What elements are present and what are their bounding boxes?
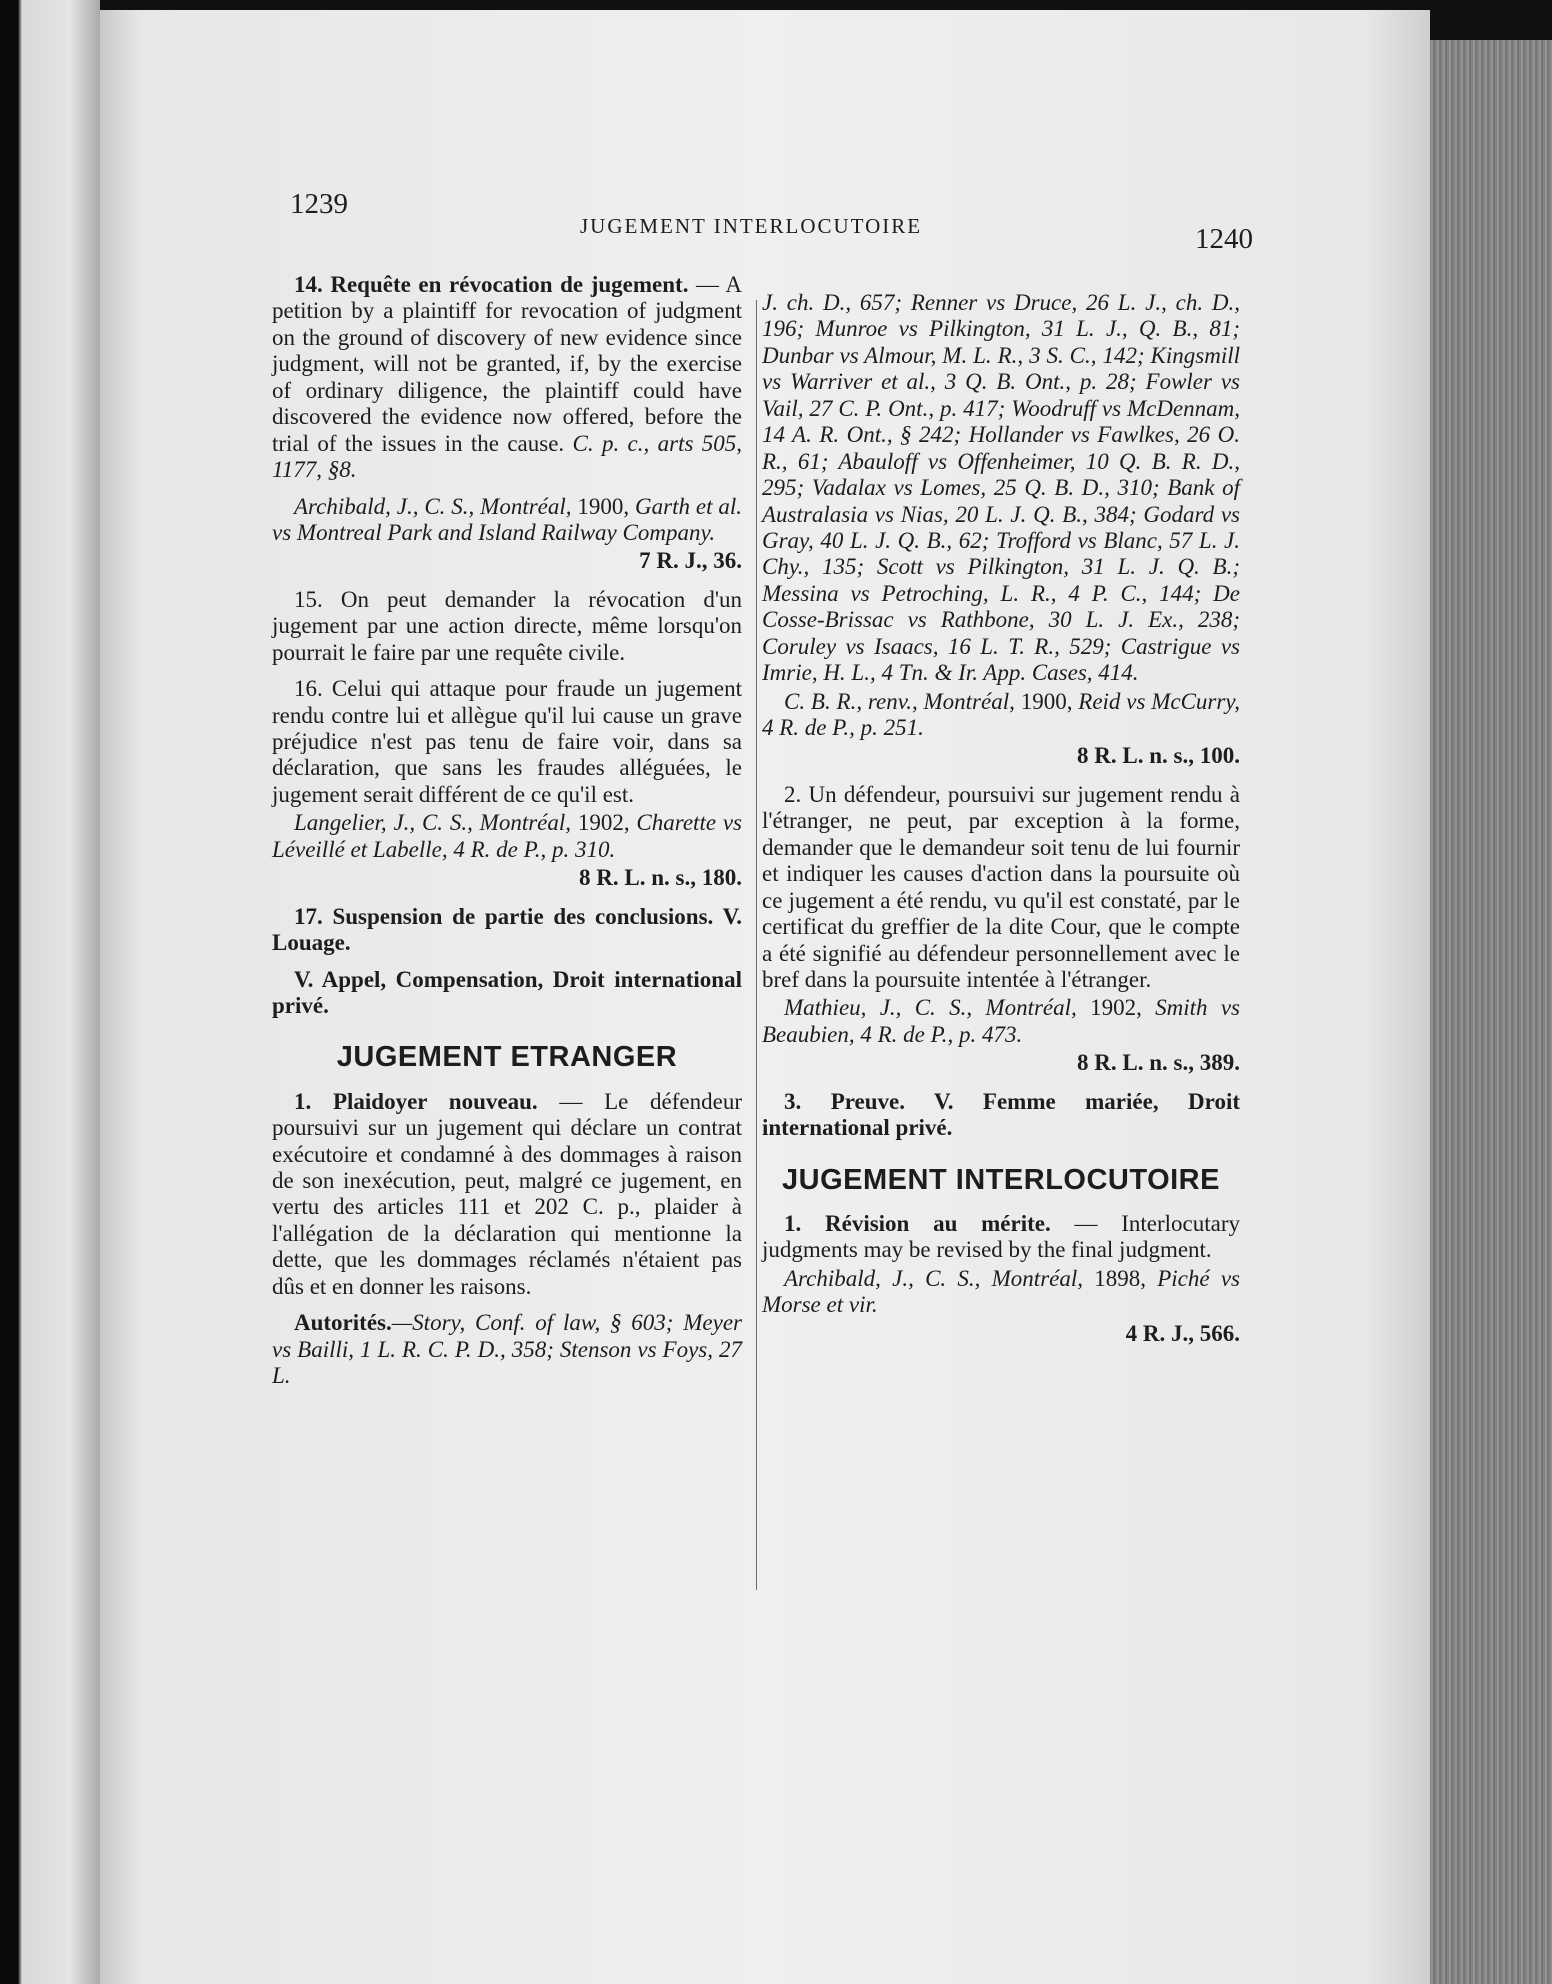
page-number-left: 1239 [290, 188, 348, 220]
paragraph-16: 16. Celui qui attaque pour fraude un jugement rendu contre lui et allègue qu'il lui cause un grave préjudice n'est pas tenu de faire voir, dans sa déclaration, que sans les fraudes alléguées, le jugement serait différent de ce qu'il est. [272, 676, 742, 807]
paragraph-14-reference [272, 494, 742, 547]
jugement-etranger-2-citation: 8 R. L. n. s., 389. [1077, 1050, 1240, 1076]
autorites-label: Autorités. [294, 1310, 392, 1336]
autorites-continuation: J. ch. D., 657; Renner vs Druce, 26 L. J., ch. D., 196; Munroe vs Pilkington, 31 L. J., Q. B., 81; Dunbar vs Almour, M. L. R., 3 S. C., 142; Kingsmill vs Warriver et al., 3 Q. B. Ont., p. 28; Fowler vs Vail, 27 C. P. Ont., p. 417; Woodruff vs McDennam, 14 A. R. Ont., § 242; Hollander vs Fawlkes, 26 O. R., 61; Abauloff vs Offenheimer, 10 Q. B. R. D., 295; Vadalax vs Lomes, 25 Q. B. D., 310; Bank of Australasia vs Nias, 20 L. J. Q. B., 384; Godard vs Gray, 40 L. J. Q. B., 62; Trofford vs Blanc, 57 L. J. Chy., 135; Scott vs Pilkington, 31 L. J. Q. B.; Messina vs Petroching, L. R., 4 P. C., 144; De Cosse-Brissac vs Rathbone, 30 L. J. Ex., 238; Coruley vs Isaacs, 16 L. T. R., 529; Castrigue vs Imrie, H. L., 4 Tn. & Ir. App. Cases, 414. [762, 290, 1240, 686]
paragraph-14 [272, 272, 742, 484]
paragraph-16-citation: 8 R. L. n. s., 180. [579, 865, 742, 891]
right-column [762, 290, 1240, 1359]
jugement-etranger-1 [272, 1089, 742, 1301]
running-title: JUGEMENT INTERLOCUTOIRE [580, 214, 923, 238]
reference-year: 1898, [1083, 1265, 1158, 1291]
autorites [272, 1310, 742, 1389]
paragraph-15: 15. On peut demander la révocation d'un jugement par une action directe, même lorsqu'on pourrait le faire par une requête civile. [272, 586, 742, 665]
jugement-interlocutoire-1-citation: 4 R. J., 566. [1125, 1320, 1240, 1346]
adjacent-page-edge [0, 0, 100, 1984]
paragraph-14-text: — A petition by a plaintiff for revocation of judgment on the ground of discovery of new evidence since judgment, will not be granted, if, by the exercise of ordinary diligence, the plaintiff could have discovered the evidence now offered, before the trial of the issues in the cause. [272, 272, 743, 456]
jugement-etranger-1-text: — Le défendeur poursuivi sur un jugement qui déclare un contrat exécutoire et condamné à des dommages à raison de son inexécution, peut, malgré ce jugement, en vertu des articles 111 et 202 C. p., plaider à l'allégation de la déclaration qui mentionne la dette, que les dommages réclamés n'étaient pas dûs et en donner les raisons. [272, 1088, 742, 1299]
reference-court: Langelier, J., C. S., Montréal, [294, 810, 572, 836]
reference-case: Smith vs Beaubien, 4 R. de P., p. 473. [762, 995, 1241, 1047]
section-title-jugement-etranger: JUGEMENT ETRANGER [336, 1041, 678, 1074]
paragraph-14-code: C. p. c., arts 505, 1177, §8. [272, 430, 743, 483]
reference-case: Piché vs Morse et vir. [762, 1265, 1240, 1318]
reference-year: 1902, [571, 810, 637, 836]
paragraph-14-citation: 7 R. J., 36. [639, 548, 742, 574]
reference-case: Charette vs Léveillé et Labelle, 4 R. de P., p. 310. [272, 810, 743, 862]
left-column [272, 272, 742, 1400]
reference-court: Archibald, J., C. S., Montréal, [784, 1265, 1083, 1291]
page-number-right: 1240 [1195, 223, 1253, 255]
autorites-text: —Story, Conf. of law, § 603; Meyer vs Bailli, 1 L. R. C. P. D., 358; Stenson vs Foys, 27 L. [272, 1310, 742, 1389]
see-also: V. Appel, Compensation, Droit international privé. [272, 966, 742, 1018]
section-title-jugement-interlocutoire: JUGEMENT INTERLOCUTOIRE [782, 1163, 1220, 1196]
reference-year: 1900, [1014, 688, 1079, 714]
book-fore-edge [1430, 40, 1552, 1984]
paragraph-17: 17. Suspension de partie des conclusions. V. Louage. [272, 903, 742, 956]
jugement-interlocutoire-1-title: 1. Révision au mérite. [784, 1210, 1051, 1236]
continuation-citation: 8 R. L. n. s., 100. [1077, 743, 1240, 769]
jugement-etranger-2-reference [762, 995, 1240, 1048]
column-divider [756, 300, 757, 1590]
reference-year: 1902, [1076, 995, 1156, 1021]
continuation-reference [762, 689, 1240, 742]
reference-case: Garth et al. vs Montreal Park and Island Railway Company. [272, 493, 742, 545]
jugement-interlocutoire-1-text: — Interlocutary judgments may be revised by the final judgment. [762, 1210, 1240, 1263]
jugement-etranger-1-title: 1. Plaidoyer nouveau. [294, 1088, 538, 1114]
reference-court: Archibald, J., C. S., Montréal, [294, 493, 572, 519]
jugement-etranger-2: 2. Un défendeur, poursuivi sur jugement rendu à l'étranger, ne peut, par exception à la forme, demander que le demandeur soit tenu de lui fournir et indiquer les causes d'action dans la poursuite où ce jugement a été rendu, vu qu'il est constaté, par le certificat du greffier de la dite Cour, que le compte a été signifié au défendeur personnellement avec le bref dans la poursuite intentée à l'étranger. [762, 781, 1240, 992]
reference-court: Mathieu, J., C. S., Montréal, [784, 995, 1077, 1021]
paragraph-16-reference [272, 810, 742, 863]
jugement-interlocutoire-1-reference [762, 1266, 1240, 1319]
reference-case: Reid vs McCurry, 4 R. de P., p. 251. [762, 688, 1241, 740]
paragraph-14-title: 14. Requête en révocation de jugement. [294, 272, 689, 297]
book-shadow [1430, 0, 1552, 40]
reference-court: C. B. R., renv., Montréal, [784, 688, 1015, 714]
jugement-interlocutoire-1 [762, 1211, 1240, 1264]
jugement-etranger-3: 3. Preuve. V. Femme mariée, Droit international privé. [762, 1088, 1240, 1141]
reference-year: 1900, [571, 493, 636, 519]
